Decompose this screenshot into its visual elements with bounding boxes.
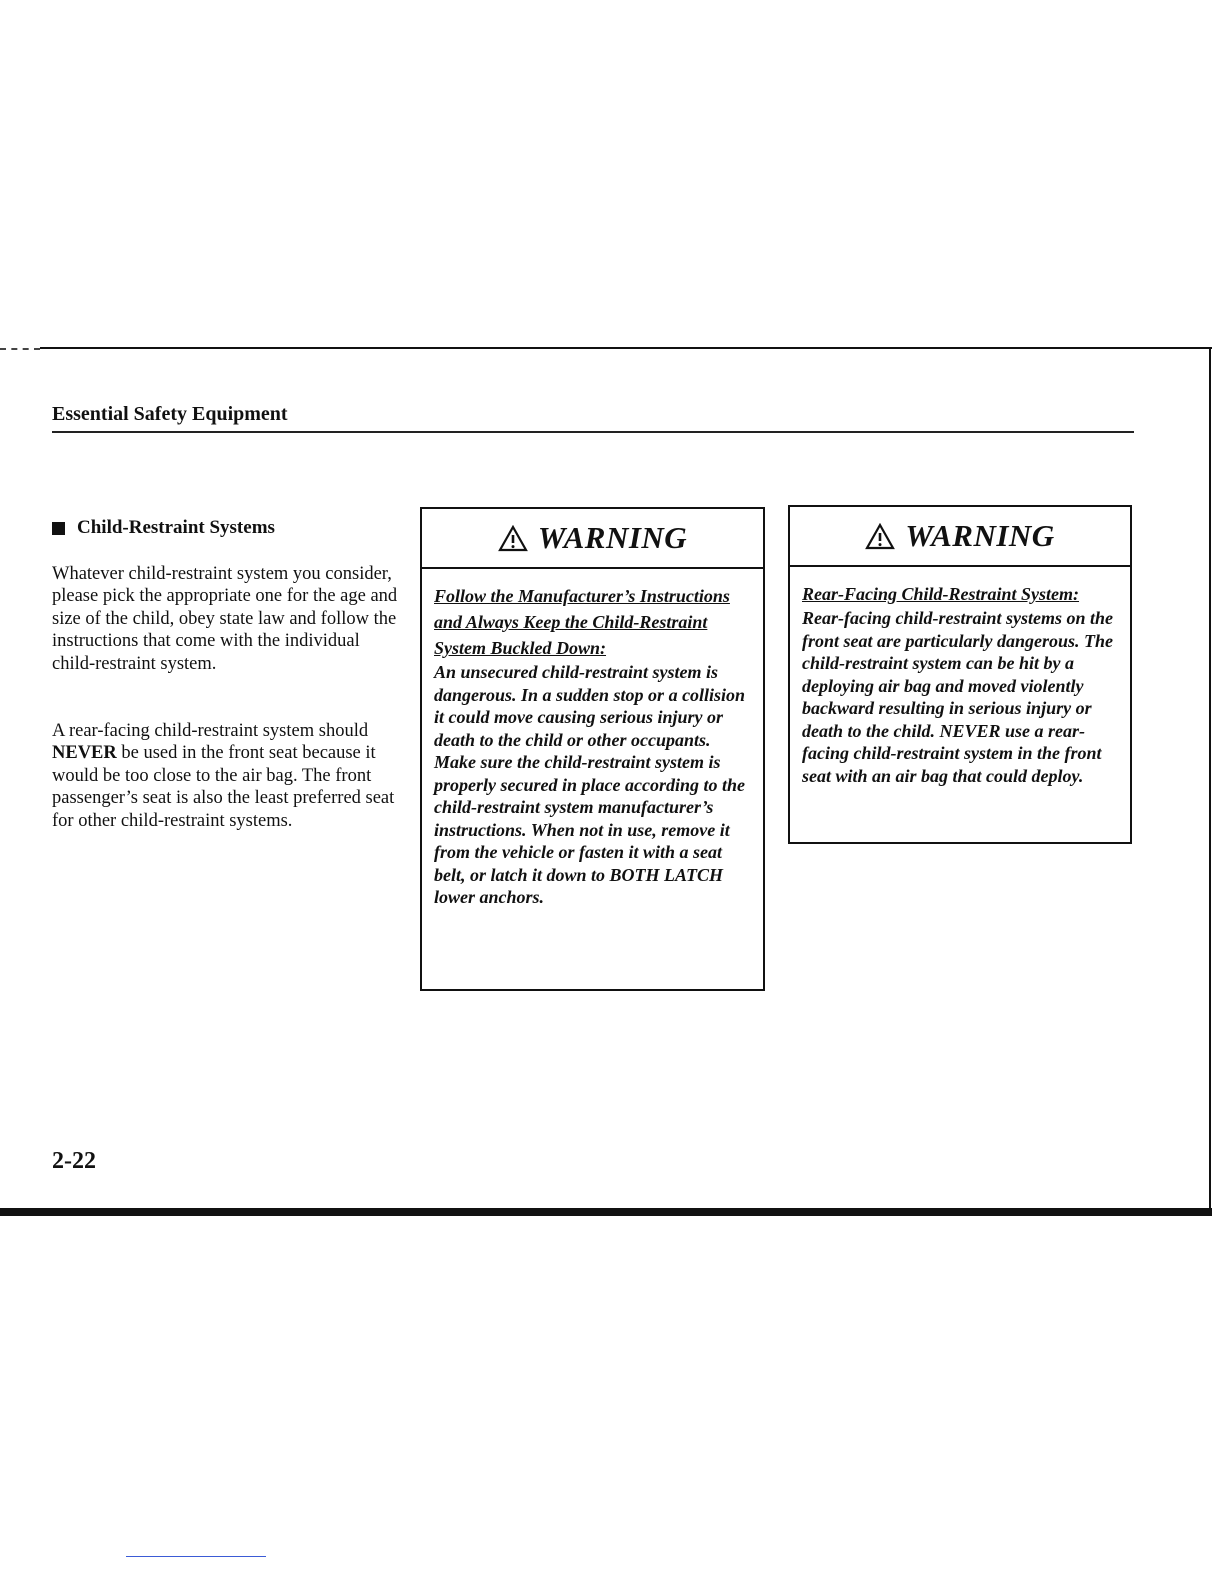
warning-title-text: WARNING	[537, 520, 688, 555]
warning-box-content	[422, 569, 763, 919]
link-underline	[126, 1556, 266, 1557]
bullet-square-icon	[52, 522, 65, 535]
section-heading	[52, 517, 275, 539]
warning-text: Make sure the child-restraint system is properly secured in place according to the child-restraint system manufacturer’s instructions. When not in use, remove it from the vehicle or fasten it with a seat belt, or latch it down to BOTH LATCH lower anchors.	[434, 752, 745, 907]
warning-heading: Rear-Facing Child-Restraint System:	[802, 584, 1080, 604]
header-divider	[52, 431, 1134, 433]
warning-heading: Follow the Manufacturer’s Instructions and Always Keep the Child-Restraint System Buckled Down:	[434, 586, 730, 658]
warning-title-text: WARNING	[905, 518, 1055, 553]
warning-box-rear-facing	[788, 505, 1132, 844]
warning-box-title	[790, 507, 1130, 567]
page-frame-bottom	[0, 1208, 1212, 1216]
warning-triangle-icon	[498, 525, 528, 552]
never-emphasis: NEVER	[52, 743, 117, 764]
page-frame-right	[1209, 347, 1211, 1215]
warning-text: Rear-facing child-restraint systems on the front seat are particularly dangerous. The child-restraint system can be hit by a deploying air bag and moved violently backward resulting in serious injury or death to the child. NEVER use a rear-facing child-restraint system in the front seat with an air bag that could deploy.	[802, 608, 1114, 786]
body-paragraph-2-end: be used in the front seat because it would be too close to the air bag. The front passenger’s seat is also the least preferred seat for other child-restraint systems.	[52, 743, 395, 831]
body-paragraph-2-start: A rear-facing child-restraint system should	[52, 721, 369, 741]
warning-text: An unsecured child-restraint system is dangerous. In a sudden stop or a collision it could move causing serious injury or death to the child or other occupants.	[434, 662, 746, 750]
warning-triangle-icon	[865, 523, 895, 550]
dashed-margin-line	[0, 348, 40, 350]
page-title: Essential Safety Equipment	[52, 403, 288, 425]
warning-box-manufacturer	[420, 507, 765, 991]
body-paragraph-2	[52, 720, 402, 832]
page-frame-top	[40, 347, 1212, 349]
warning-box-content	[790, 567, 1130, 797]
section-heading-text: Child-Restraint Systems	[77, 517, 275, 538]
page-number: 2-22	[52, 1148, 96, 1174]
warning-box-title	[422, 509, 763, 569]
body-paragraph-1: Whatever child-restraint system you consider, please pick the appropriate one for the age and size of the child, obey state law and follow the instructions that come with the individual child-restraint system.	[52, 564, 398, 674]
